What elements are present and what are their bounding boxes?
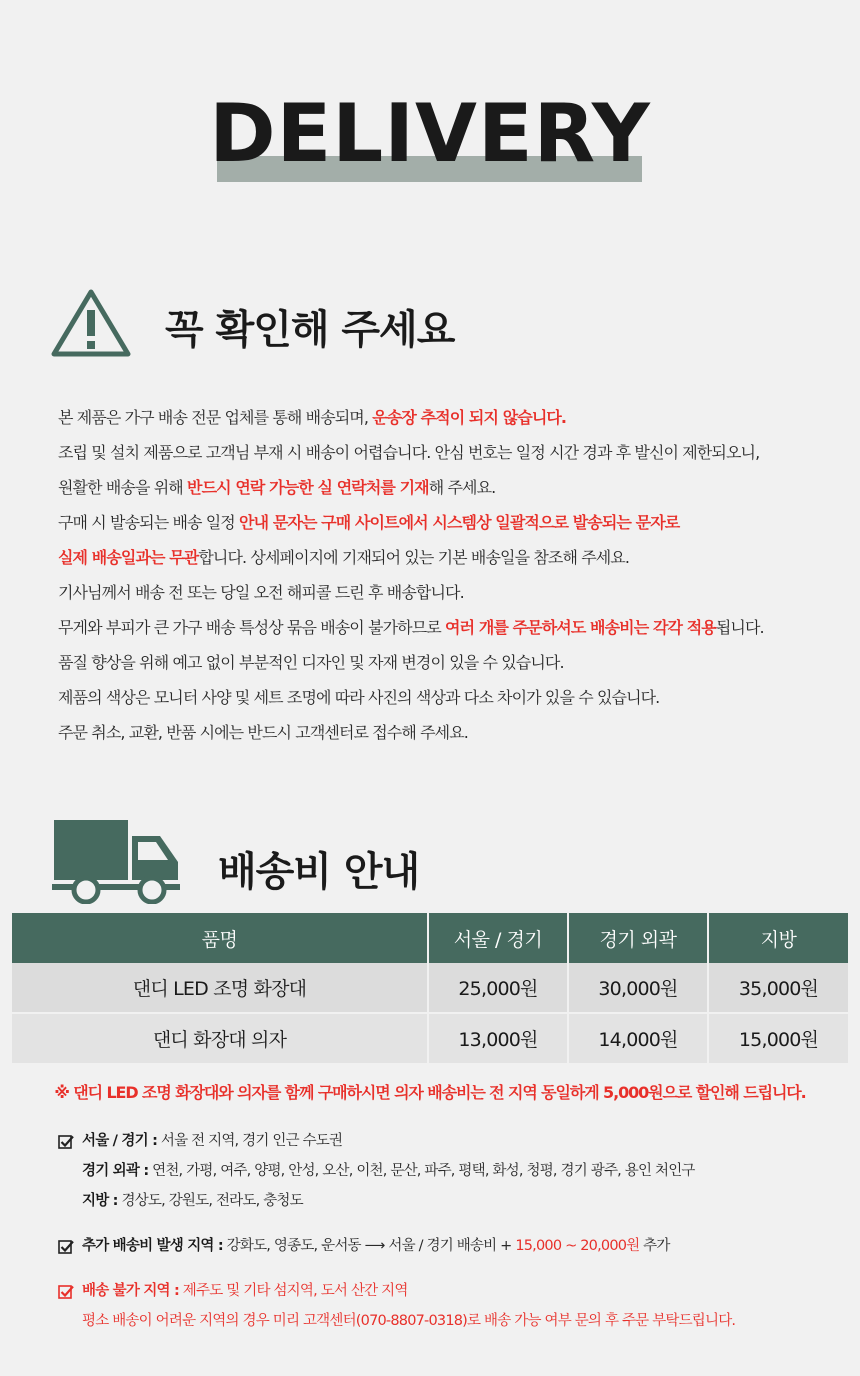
notice-highlight: 반드시 연락 가능한 실 연락처를 기재 <box>187 478 429 497</box>
region-line-seoul <box>58 1126 848 1156</box>
notice-text: 품질 향상을 위해 예고 없이 부분적인 디자인 및 자재 변경이 있을 수 있습니다. <box>58 653 564 672</box>
table-row <box>12 1013 848 1063</box>
notice-item <box>58 645 848 680</box>
delivery-title <box>0 88 860 188</box>
column-header-gyeonggi-outskirts: 경기 외곽 <box>568 913 708 963</box>
region-text: 강화도, 영종도, 운서동 <box>222 1238 365 1254</box>
checkbox-icon <box>58 1284 74 1300</box>
cell-product: 댄디 화장대 의자 <box>12 1013 428 1063</box>
column-header-seoul-gyeonggi: 서울 / 경기 <box>428 913 568 963</box>
cell-fee: 30,000원 <box>568 963 708 1013</box>
notice-text: 본 제품은 가구 배송 전문 업체를 통해 배송되며, <box>58 408 373 427</box>
region-line-extra <box>58 1231 848 1261</box>
notice-text: 합니다. 상세페이지에 기재되어 있는 기본 배송일을 참조해 주세요. <box>198 548 630 567</box>
notice-item <box>58 680 848 715</box>
cell-fee: 14,000원 <box>568 1013 708 1063</box>
notice-header <box>0 288 860 358</box>
notice-list <box>58 400 848 750</box>
region-text: 평소 배송이 어려운 지역의 경우 미리 고객센터(070-8807-0318)로 배송 가능 여부 문의 후 주문 부탁드립니다. <box>82 1313 736 1329</box>
region-text: 서울 전 지역, 경기 인근 수도권 <box>157 1133 343 1149</box>
fee-heading: 배송비 안내 <box>218 849 420 895</box>
region-text: 서울 / 경기 배송비 + <box>384 1238 516 1254</box>
notice-text: 주문 취소, 교환, 반품 시에는 반드시 고객센터로 접수해 주세요. <box>58 723 468 742</box>
region-line-province <box>58 1186 848 1216</box>
notice-highlight: 여러 개를 주문하셔도 배송비는 각각 적용 <box>445 618 716 637</box>
notice-item <box>58 505 848 540</box>
region-label: 서울 / 경기 : <box>82 1133 158 1149</box>
region-text: 경상도, 강원도, 전라도, 충청도 <box>117 1193 303 1209</box>
notice-item <box>58 435 848 470</box>
checkbox-icon <box>58 1134 74 1150</box>
table-row <box>12 963 848 1013</box>
notice-highlight: 실제 배송일과는 무관 <box>58 548 199 567</box>
notice-item <box>58 610 848 645</box>
cell-fee: 15,000원 <box>708 1013 848 1063</box>
region-text: 추가 <box>639 1238 670 1254</box>
notice-text: 됩니다. <box>715 618 764 637</box>
notice-text: 기사님께서 배송 전 또는 당일 오전 해피콜 드린 후 배송합니다. <box>58 583 464 602</box>
region-line-contact <box>58 1306 848 1336</box>
region-text: 제주도 및 기타 섬지역, 도서 산간 지역 <box>179 1283 408 1299</box>
region-text: 연천, 가평, 여주, 양평, 안성, 오산, 이천, 문산, 파주, 평택, 화성, 청평, 경기 광주, 용인 처인구 <box>148 1163 695 1179</box>
cell-fee: 25,000원 <box>428 963 568 1013</box>
notice-item <box>58 400 848 435</box>
notice-text: 해 주세요. <box>428 478 496 497</box>
cell-fee: 35,000원 <box>708 963 848 1013</box>
notice-text: 원활한 배송을 위해 <box>58 478 188 497</box>
warning-icon <box>50 288 132 358</box>
fee-header <box>0 818 860 904</box>
region-label: 경기 외곽 : <box>82 1163 149 1179</box>
notice-highlight: 안내 문자는 구매 사이트에서 시스템상 일괄적으로 발송되는 문자로 <box>239 513 680 532</box>
notice-item <box>58 540 848 575</box>
region-line-unavailable <box>58 1276 848 1306</box>
notice-text: 무게와 부피가 큰 가구 배송 특성상 묶음 배송이 불가하므로 <box>58 618 446 637</box>
region-line-outskirts <box>58 1156 848 1186</box>
notice-heading: 꼭 확인해 주세요 <box>165 307 455 353</box>
delivery-fee-table <box>12 913 848 1063</box>
notice-item <box>58 715 848 750</box>
page-title: DELIVERY <box>209 87 651 180</box>
region-label: 배송 불가 지역 : <box>82 1283 179 1299</box>
region-label: 지방 : <box>82 1193 118 1209</box>
notice-item <box>58 470 848 505</box>
checkbox-icon <box>58 1239 74 1255</box>
region-block-standard <box>58 1126 848 1216</box>
notice-text: 제품의 색상은 모니터 사양 및 세트 조명에 따라 사진의 색상과 다소 차이가 있을 수 있습니다. <box>58 688 660 707</box>
column-header-product: 품명 <box>12 913 428 963</box>
cell-fee: 13,000원 <box>428 1013 568 1063</box>
region-block-unavailable <box>58 1276 848 1336</box>
truck-icon <box>52 818 182 904</box>
notice-text: 조립 및 설치 제품으로 고객님 부재 시 배송이 어렵습니다. 안심 번호는 일정 시간 경과 후 발신이 제한되오니, <box>58 443 760 462</box>
discount-notice: ※ 댄디 LED 조명 화장대와 의자를 함께 구매하시면 의자 배송비는 전 지역 동일하게 5,000원으로 할인해 드립니다. <box>54 1083 806 1102</box>
table-header-row <box>12 913 848 963</box>
notice-item <box>58 575 848 610</box>
cell-product: 댄디 LED 조명 화장대 <box>12 963 428 1013</box>
extra-fee-amount: 15,000 ~ 20,000원 <box>515 1238 640 1254</box>
notice-text: 구매 시 발송되는 배송 일정 <box>58 513 240 532</box>
arrow-right-icon: ⟶ <box>364 1238 385 1254</box>
region-label: 추가 배송비 발생 지역 : <box>82 1238 223 1254</box>
notice-highlight: 운송장 추적이 되지 않습니다. <box>372 408 567 427</box>
region-block-extra-fee <box>58 1231 848 1261</box>
column-header-province: 지방 <box>708 913 848 963</box>
